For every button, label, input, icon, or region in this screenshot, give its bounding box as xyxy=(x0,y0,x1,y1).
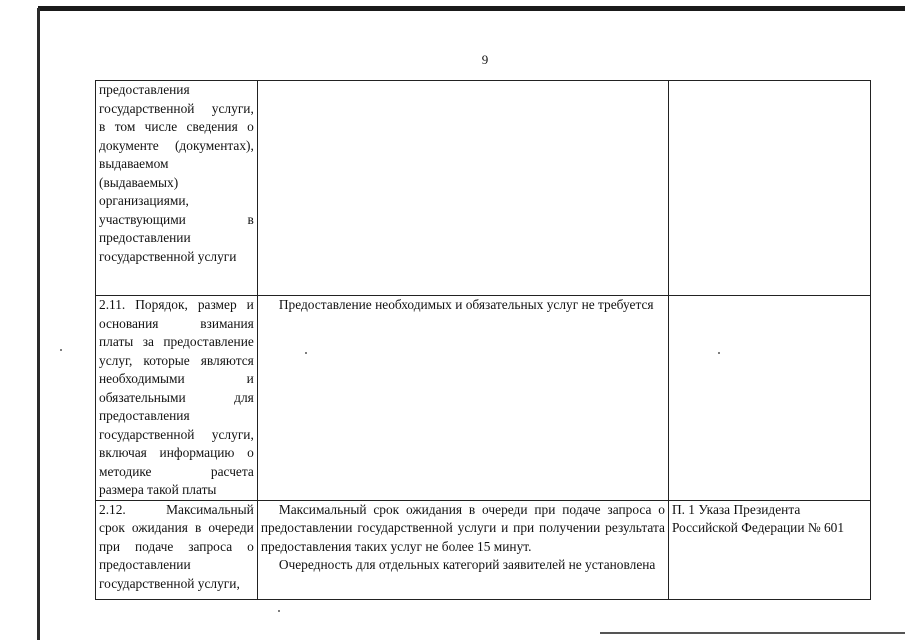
row-2-basis-cell xyxy=(668,296,870,501)
cell-text-line: основания взимания xyxy=(99,315,254,331)
cell-text-line: методике расчета xyxy=(99,463,254,479)
table-row xyxy=(96,296,871,501)
scan-speck xyxy=(278,610,280,612)
scan-edge-left xyxy=(37,8,40,640)
table-row xyxy=(96,500,871,599)
cell-paragraph: Очередность для отдельных категорий заявителей не установлена xyxy=(278,557,656,572)
page-number: 9 xyxy=(481,52,489,67)
cell-text-line: (выдаваемых) xyxy=(99,174,179,190)
cell-text-line: государственной услуги, xyxy=(99,575,240,591)
row-2-content-cell xyxy=(257,296,668,501)
cell-text-line: организациями, xyxy=(99,193,189,208)
scan-speck xyxy=(718,352,720,354)
cell-text-line: услуг, которые являются xyxy=(99,352,254,368)
row-1-content-cell xyxy=(257,81,668,296)
cell-text-line: предоставления xyxy=(99,408,190,423)
cell-text-line: 2.11. Порядок, размер и xyxy=(99,297,254,312)
cell-paragraph: Предоставление необходимых и обязательных услуг не требуется xyxy=(278,297,654,312)
cell-text-line: предоставлении xyxy=(99,230,191,245)
cell-text-line: государственной услуги, xyxy=(99,100,254,116)
cell-text-line: в том числе сведения о xyxy=(99,119,254,134)
cell-text-line: государственной услуги, xyxy=(99,426,254,442)
row-1-label-cell xyxy=(96,81,258,296)
regulation-table xyxy=(95,80,871,600)
cell-text-line: участвующими в xyxy=(99,211,254,227)
scan-edge-bottom xyxy=(600,632,905,634)
scan-edge-top xyxy=(38,6,905,11)
cell-text-line: необходимыми и xyxy=(99,371,254,386)
cell-text-line: 2.12. Максимальный xyxy=(99,501,254,517)
scan-speck xyxy=(305,352,307,354)
row-3-label-cell xyxy=(96,500,258,599)
cell-text-line: обязательными для xyxy=(99,389,254,405)
cell-text-line: платы за предоставление xyxy=(99,334,254,349)
table-row xyxy=(96,81,871,296)
row-1-basis-cell xyxy=(668,81,870,296)
row-3-basis-cell xyxy=(668,500,870,599)
cell-text-line: предоставления xyxy=(99,82,190,97)
cell-text-line: предоставлении xyxy=(99,557,191,572)
cell-text-line: размера такой платы xyxy=(99,482,217,497)
cell-text-line: документе (документах), xyxy=(99,137,254,153)
row-2-label-cell xyxy=(96,296,258,501)
cell-text-line: государственной услуги xyxy=(99,248,237,264)
cell-text-line: при подаче запроса о xyxy=(99,538,254,554)
cell-paragraph: Максимальный срок ожидания в очереди при подаче запроса о предоставлении государственной услуги и при получении результата предоставления таких услуг не более 15 минут. xyxy=(260,501,665,554)
cell-text-line: выдаваемом xyxy=(99,156,169,171)
row-3-content-cell xyxy=(257,500,668,599)
cell-text-line: срок ожидания в очереди xyxy=(99,520,254,535)
scan-speck xyxy=(60,349,62,351)
cell-paragraph: П. 1 Указа Президента Российской Федерации № 601 xyxy=(671,501,845,535)
cell-text-line: включая информацию о xyxy=(99,445,254,460)
